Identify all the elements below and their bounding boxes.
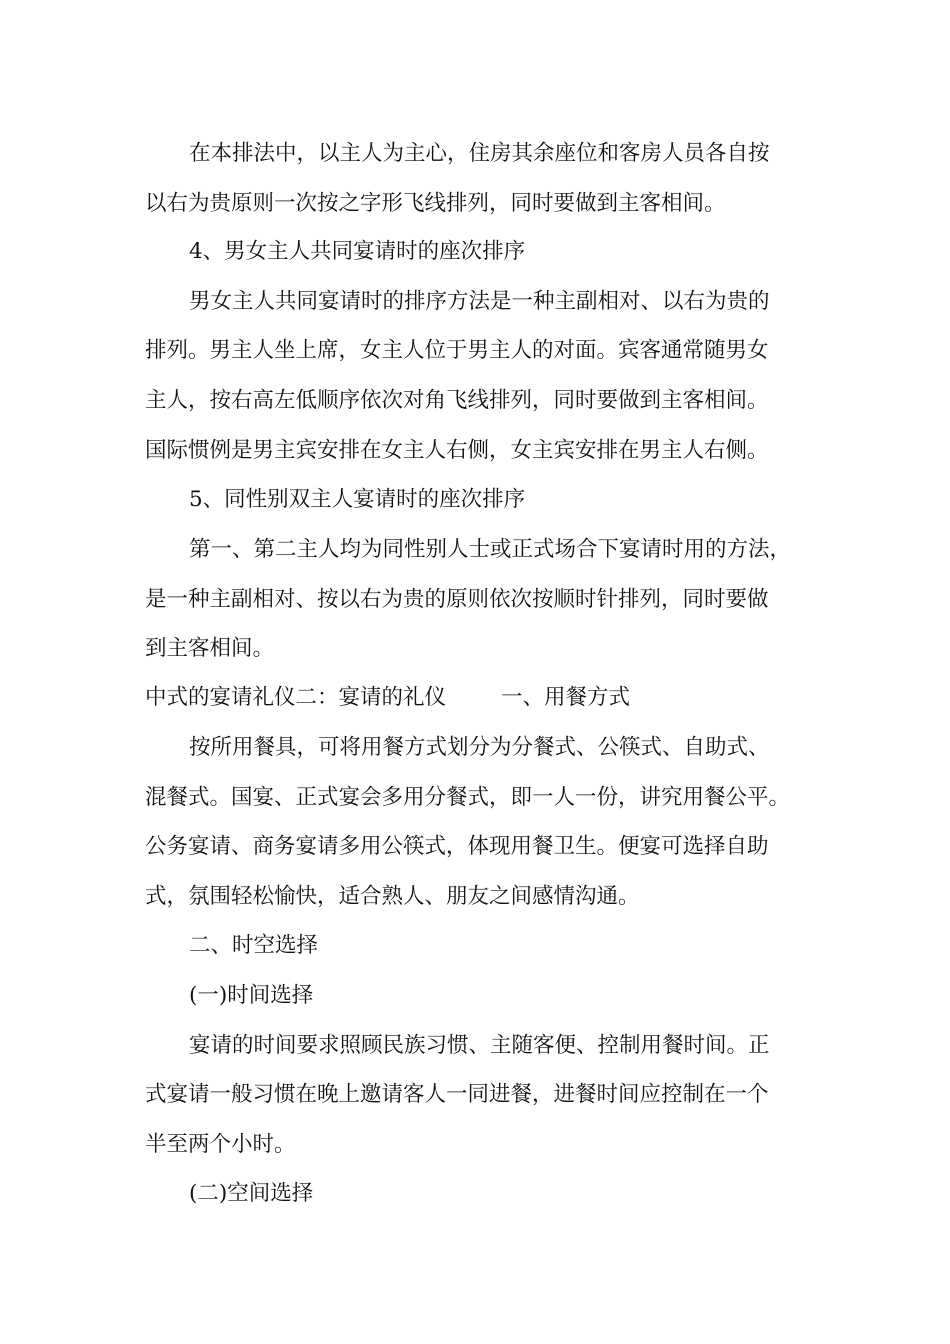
paragraph-line: 排列。男主人坐上席，女主人位于男主人的对面。宾客通常随男女: [145, 338, 769, 363]
paragraph-line: 公务宴请、商务宴请多用公筷式，体现用餐卫生。便宴可选择自助: [145, 834, 769, 859]
paragraph-line: 在本排法中，以主人为主心，住房其余座位和客房人员各自按: [189, 141, 770, 166]
paragraph-line: 混餐式。国宴、正式宴会多用分餐式，即一人一份，讲究用餐公平。: [145, 785, 791, 810]
paragraph-line: 以右为贵原则一次按之字形飞线排列，同时要做到主客相间。: [145, 191, 726, 216]
paragraph-line: 按所用餐具，可将用餐方式划分为分餐式、公筷式、自助式、: [189, 735, 770, 760]
paragraph-line: 男女主人共同宴请时的排序方法是一种主副相对、以右为贵的: [189, 289, 770, 314]
paragraph-line: 到主客相间。: [145, 636, 275, 661]
paragraph-line: 第一、第二主人均为同性别人士或正式场合下宴请时用的方法，: [189, 537, 792, 562]
section-heading: 5、同性别双主人宴请时的座次排序: [189, 487, 526, 512]
paragraph-line: 半至两个小时。: [145, 1132, 296, 1157]
subsection-heading: (一)时间选择: [189, 983, 314, 1008]
section-heading: 4、男女主人共同宴请时的座次排序: [189, 239, 526, 264]
paragraph-line: 是一种主副相对、按以右为贵的原则依次按顺时针排列，同时要做: [145, 587, 769, 612]
paragraph-line: 国际惯例是男主宾安排在女主人右侧，女主宾安排在男主人右侧。: [145, 438, 769, 463]
paragraph-line: 宴请的时间要求照顾民族习惯、主随客便、控制用餐时间。正: [189, 1033, 770, 1058]
section-title: 中式的宴请礼仪二：宴请的礼仪: [145, 685, 447, 710]
subsection-heading: (二)空间选择: [189, 1181, 314, 1206]
paragraph-line: 主人，按右高左低顺序依次对角飞线排列，同时要做到主客相间。: [145, 388, 769, 413]
paragraph-line: 式，氛围轻松愉快，适合熟人、朋友之间感情沟通。: [145, 884, 640, 909]
subsection-heading: 一、用餐方式: [501, 685, 631, 710]
paragraph-line: 式宴请一般习惯在晚上邀请客人一同进餐，进餐时间应控制在一个: [145, 1082, 769, 1107]
subsection-heading: 二、时空选择: [189, 933, 319, 958]
